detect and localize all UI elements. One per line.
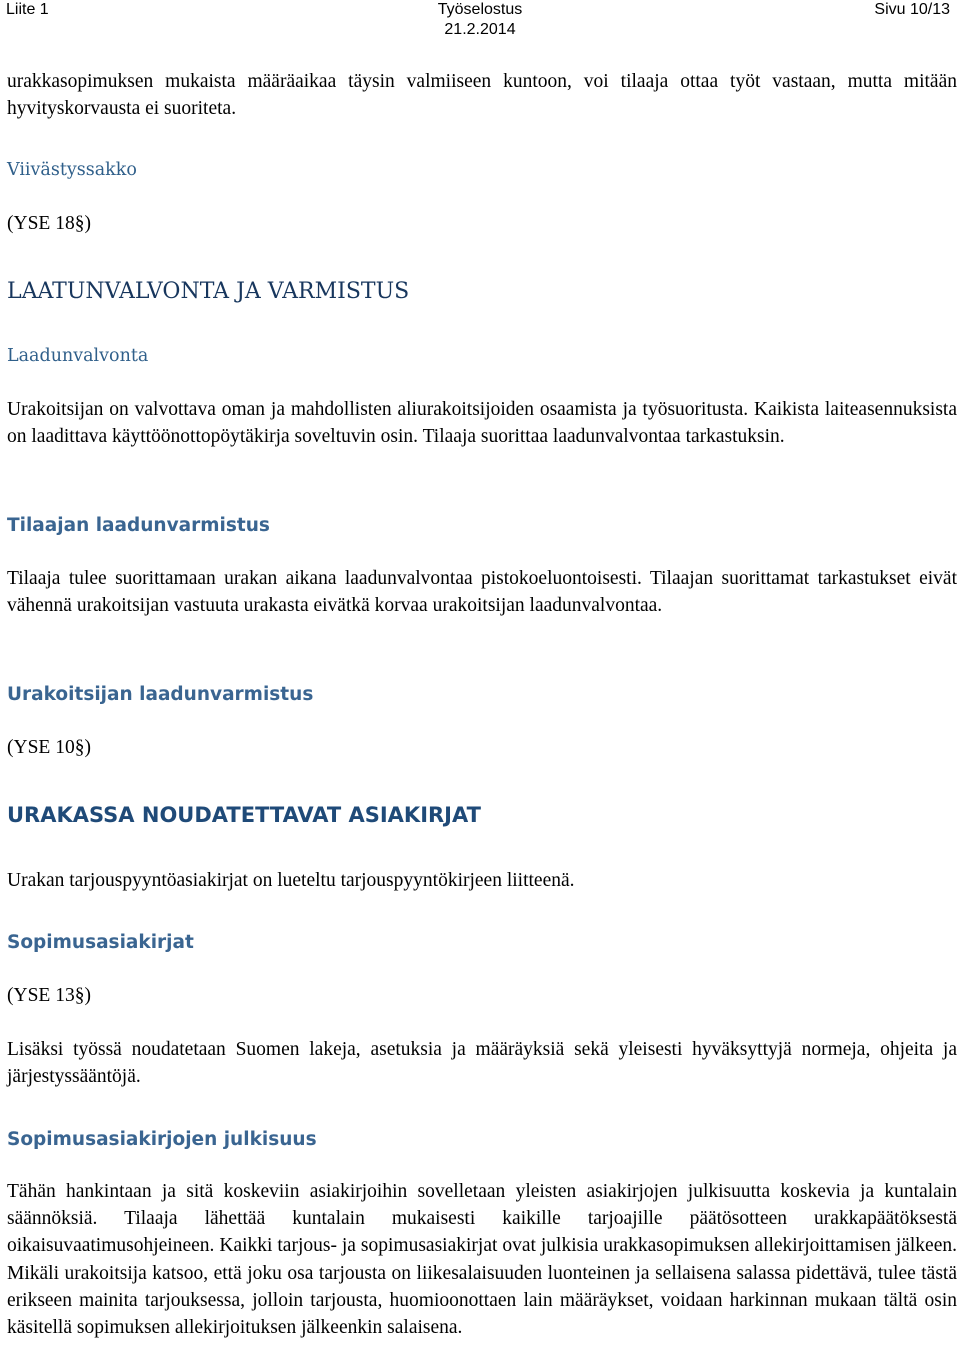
tilaajan-laadunvarmistus-heading: Tilaajan laadunvarmistus — [7, 515, 270, 536]
sopimusasiakirjat-paragraph: Lisäksi työssä noudatetaan Suomen lakeja, asetuksia ja määräyksiä sekä yleisesti hyväksyttyjä normeja, ohjeita ja järjestyssääntöjä. — [7, 1039, 957, 1088]
asiakirjat-section-heading: URAKASSA NOUDATETTAVAT ASIAKIRJAT — [7, 803, 481, 827]
intro-paragraph: urakkasopimuksen mukaista määräaikaa täysin valmiiseen kuntoon, voi tilaaja ottaa työt vastaan, mutta mitään hyvityskorvausta ei suoriteta. — [7, 71, 957, 120]
viivastyssakko-heading: Viivästyssakko — [7, 160, 137, 180]
header-date: 21.2.2014 — [444, 21, 516, 38]
header-document-title: Työselostus — [437, 1, 523, 18]
header-attachment-label: Liite 1 — [6, 1, 49, 18]
tilaajan-laadunvarmistus-paragraph: Tilaaja tulee suorittamaan urakan aikana laadunvalvontaa pistokoeluontoisesti. Tilaajan suorittamat tarkastukset eivät vähennä urakoitsijan vastuuta urakasta eivätkä korvaa urakoitsijan laadunvalvontaa. — [7, 568, 957, 617]
sopimusasiakirjat-heading: Sopimusasiakirjat — [7, 932, 194, 953]
julkisuus-paragraph: Tähän hankintaan ja sitä koskeviin asiakirjoihin sovelletaan yleisten asiakirjojen julkisuutta koskevia ja kuntalain säännöksiä. Tilaaja lähettää kuntalain mukaisesti kaikille tarjoajille päätösotteen urakkapäätöksestä oikaisuvaatimusohjeineen. Kaikki tarjous- ja sopimusasiakirjat ovat julkisia urakkasopimuksen allekirjoittamisen jälkeen. Mikäli urakoitsija katsoo, että joku osa tarjousta on liikesalaisuuden luonteinen ja sellaisena salassa pidettävä, tulee tästä erikseen mainita tarjouksessa, jolloin tarjousta, huomioonottaen lain määräykset, voidaan harkinnan mukaan tältä osin käsitellä sopimuksen allekirjoituksen jälkeenkin salaisena. — [7, 1181, 957, 1339]
viivastyssakko-reference: (YSE 18§) — [7, 213, 91, 234]
urakoitsijan-reference: (YSE 10§) — [7, 737, 91, 758]
laadunvalvonta-paragraph: Urakoitsijan on valvottava oman ja mahdollisten aliurakoitsijoiden osaamista ja työsuoritusta. Kaikista laiteasennuksista on laadittava käyttöönottopöytäkirja soveltuvin osin. Tilaaja suorittaa laadunvalvontaa tarkastuksin. — [7, 399, 957, 448]
asiakirjat-paragraph: Urakan tarjouspyyntöasiakirjat on lueteltu tarjouspyyntökirjeen liitteenä. — [7, 870, 575, 891]
laadunvalvonta-heading: Laadunvalvonta — [7, 346, 149, 366]
sopimusasiakirjat-reference: (YSE 13§) — [7, 985, 91, 1006]
julkisuus-heading: Sopimusasiakirjojen julkisuus — [7, 1129, 317, 1150]
laatu-section-heading: LAATUNVALVONTA JA VARMISTUS — [7, 279, 410, 304]
urakoitsijan-laadunvarmistus-heading: Urakoitsijan laadunvarmistus — [7, 684, 314, 705]
header-page-number: Sivu 10/13 — [874, 1, 950, 18]
